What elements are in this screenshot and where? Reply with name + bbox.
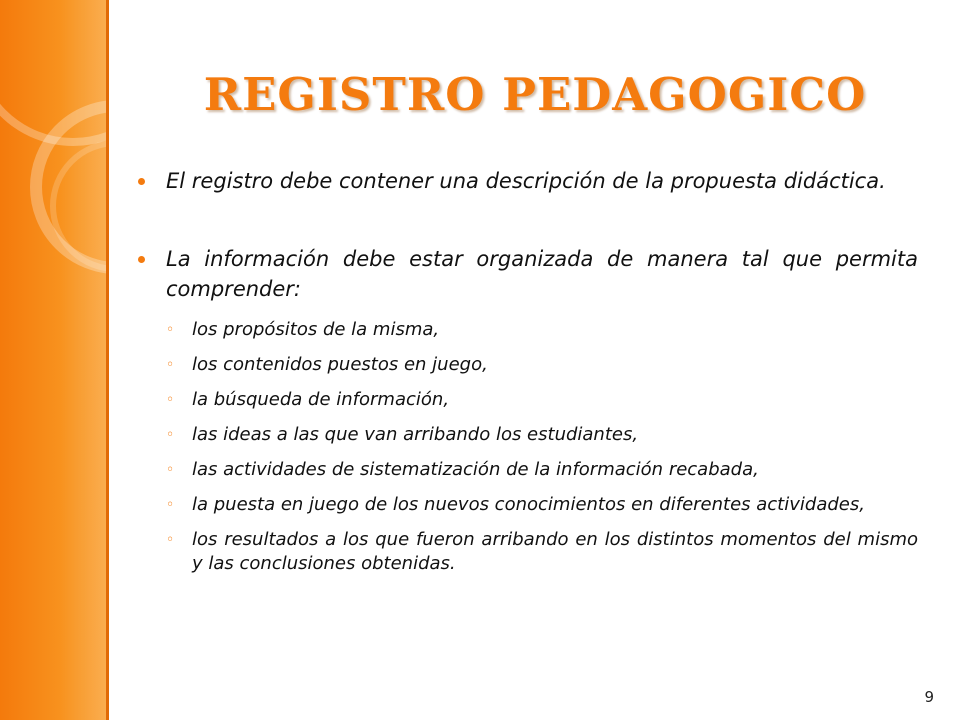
sub-bullet-text: la puesta en juego de los nuevos conocimientos en diferentes actividades, (192, 494, 865, 515)
sub-bullet-text: las actividades de sistematización de la información recabada, (192, 459, 759, 480)
bullet-dot-icon (138, 178, 145, 185)
bullet-text: El registro debe contener una descripción de la propuesta didáctica. (166, 169, 886, 193)
sub-bullet-text: los propósitos de la misma, (192, 319, 440, 340)
hollow-circle-icon: ◦ (166, 322, 175, 338)
sub-bullet-item (166, 493, 918, 517)
bullet-item (138, 166, 918, 196)
bullet-dot-icon (138, 256, 145, 263)
hollow-circle-icon: ◦ (166, 462, 175, 478)
sub-bullet-text: las ideas a las que van arribando los estudiantes, (192, 424, 639, 445)
sub-bullet-item (166, 423, 918, 447)
hollow-circle-icon: ◦ (166, 497, 175, 513)
sub-bullet-item (166, 388, 918, 412)
slide-title: REGISTRO PEDAGOGICO (203, 68, 867, 121)
sub-bullet-item (166, 528, 918, 576)
sub-bullet-item (166, 318, 918, 342)
hollow-circle-icon: ◦ (166, 392, 175, 408)
hollow-circle-icon: ◦ (166, 532, 175, 548)
decorative-side-band (0, 0, 106, 720)
page-number: 9 (924, 688, 934, 706)
sub-bullet-item (166, 353, 918, 377)
bullet-text: La información debe estar organizada de manera tal que permita comprender: (166, 247, 918, 301)
band-edge (106, 0, 109, 720)
sub-bullet-text: los resultados a los que fueron arribando en los distintos momentos del mismo y las conclusiones obtenidas. (192, 529, 918, 574)
hollow-circle-icon: ◦ (166, 427, 175, 443)
hollow-circle-icon: ◦ (166, 357, 175, 373)
slide-content (138, 166, 918, 587)
bullet-item (138, 244, 918, 304)
sub-bullet-list (166, 318, 918, 576)
sub-bullet-text: los contenidos puestos en juego, (192, 354, 488, 375)
sub-bullet-text: la búsqueda de información, (192, 389, 450, 410)
sub-bullet-item (166, 458, 918, 482)
band-sheen (60, 0, 106, 720)
